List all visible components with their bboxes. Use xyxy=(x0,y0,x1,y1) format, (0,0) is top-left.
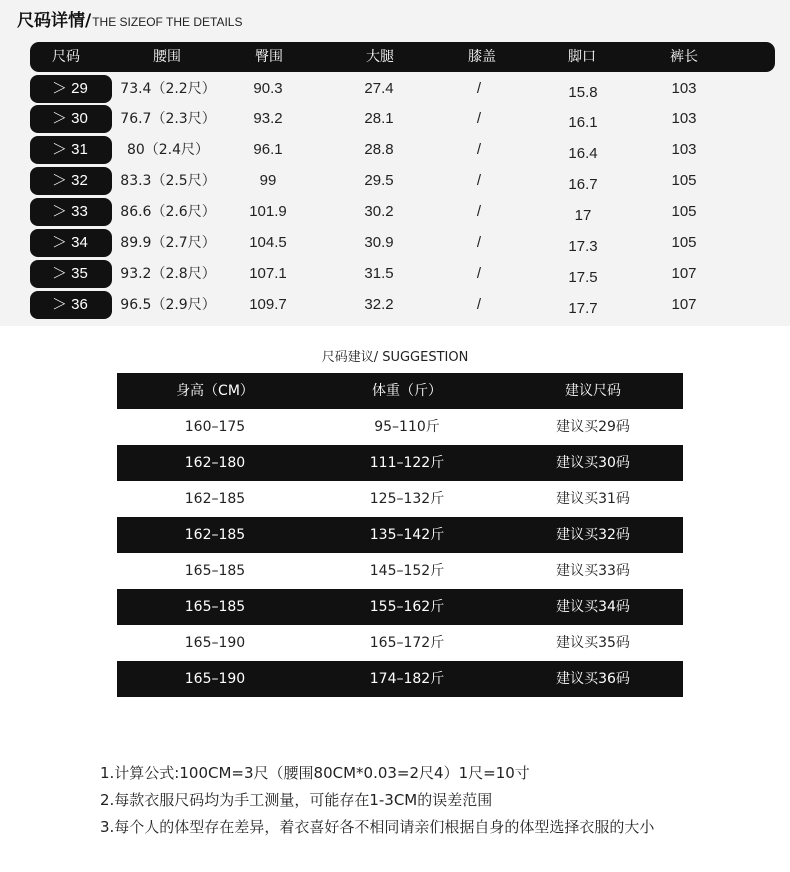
cell-weight: 135–142斤 xyxy=(369,527,445,543)
cell-knee: / xyxy=(476,265,482,282)
header-weight: 体重（斤） xyxy=(372,383,442,399)
cell-hem: 17.7 xyxy=(568,300,598,317)
cell-thigh: 29.5 xyxy=(364,172,394,189)
cell-hip: 101.9 xyxy=(249,203,287,220)
cell-advice: 建议买36码 xyxy=(556,671,630,687)
size-details-section xyxy=(0,0,790,326)
note-item: 2.每款衣服尺码均为手工测量，可能存在1-3CM的误差范围 xyxy=(100,791,493,809)
cell-knee: / xyxy=(476,203,482,220)
suggestion-row xyxy=(117,481,683,517)
cell-weight: 125–132斤 xyxy=(369,491,445,507)
cell-height: 165–190 xyxy=(184,635,246,651)
header-knee: 膝盖 xyxy=(468,49,496,65)
cell-advice: 建议买33码 xyxy=(556,563,630,579)
size-row xyxy=(0,136,790,164)
cell-hem: 16.7 xyxy=(568,176,598,193)
cell-waist: 86.6（2.6尺） xyxy=(120,204,216,220)
cell-thigh: 30.9 xyxy=(364,234,394,251)
page-title xyxy=(17,6,242,30)
cell-thigh: 27.4 xyxy=(364,80,394,97)
cell-hip: 99 xyxy=(259,172,277,189)
cell-waist: 73.4（2.2尺） xyxy=(120,81,216,97)
cell-hem: 17.5 xyxy=(568,269,598,286)
cell-hip: 90.3 xyxy=(253,80,283,97)
cell-weight: 165–172斤 xyxy=(369,635,445,651)
cell-thigh: 28.1 xyxy=(364,110,394,127)
suggestion-row xyxy=(117,445,683,481)
cell-length: 105 xyxy=(671,172,697,189)
cell-length: 107 xyxy=(671,265,697,282)
size-row xyxy=(0,198,790,226)
cell-thigh: 31.5 xyxy=(364,265,394,282)
cell-hip: 104.5 xyxy=(249,234,287,251)
cell-length: 103 xyxy=(671,141,697,158)
size-label: ＞ 30 xyxy=(30,105,112,133)
size-table-header xyxy=(30,42,775,72)
size-label: ＞ 31 xyxy=(30,136,112,164)
cell-weight: 145–152斤 xyxy=(369,563,445,579)
cell-height: 162–185 xyxy=(184,527,246,543)
header-hip: 臀围 xyxy=(255,49,283,65)
cell-length: 105 xyxy=(671,203,697,220)
header-height: 身高（CM） xyxy=(176,383,254,399)
cell-hem: 17 xyxy=(574,207,592,224)
cell-height: 165–190 xyxy=(184,671,246,687)
cell-waist: 93.2（2.8尺） xyxy=(120,266,216,282)
cell-advice: 建议买34码 xyxy=(556,599,630,615)
note-item: 1.计算公式:100CM=3尺（腰围80CM*0.03=2尺4）1尺=10寸 xyxy=(100,764,530,782)
cell-thigh: 28.8 xyxy=(364,141,394,158)
cell-knee: / xyxy=(476,110,482,127)
cell-advice: 建议买35码 xyxy=(556,635,630,651)
cell-waist: 76.7（2.3尺） xyxy=(120,111,216,127)
header-thigh: 大腿 xyxy=(366,49,394,65)
header-waist: 腰围 xyxy=(153,49,181,65)
size-row xyxy=(0,75,790,103)
header-hem: 脚口 xyxy=(568,49,596,65)
size-row xyxy=(0,167,790,195)
cell-advice: 建议买29码 xyxy=(556,419,630,435)
cell-knee: / xyxy=(476,234,482,251)
cell-hem: 16.4 xyxy=(568,145,598,162)
size-row xyxy=(0,105,790,133)
cell-hem: 15.8 xyxy=(568,84,598,101)
cell-hip: 107.1 xyxy=(249,265,287,282)
size-label: ＞ 29 xyxy=(30,75,112,103)
cell-knee: / xyxy=(476,172,482,189)
suggestion-row xyxy=(117,589,683,625)
cell-waist: 89.9（2.7尺） xyxy=(120,235,216,251)
cell-hip: 109.7 xyxy=(249,296,287,313)
suggestion-header-row xyxy=(117,373,683,409)
suggestion-row xyxy=(117,517,683,553)
cell-length: 103 xyxy=(671,80,697,97)
cell-advice: 建议买30码 xyxy=(556,455,630,471)
cell-waist: 96.5（2.9尺） xyxy=(120,297,216,313)
cell-height: 165–185 xyxy=(184,599,246,615)
cell-hem: 16.1 xyxy=(568,114,598,131)
size-row xyxy=(0,260,790,288)
suggestion-table xyxy=(117,373,683,697)
cell-hip: 93.2 xyxy=(253,110,283,127)
size-label: ＞ 33 xyxy=(30,198,112,226)
cell-length: 105 xyxy=(671,234,697,251)
cell-thigh: 32.2 xyxy=(364,296,394,313)
cell-waist: 80（2.4尺） xyxy=(126,142,210,158)
note-item: 3.每个人的体型存在差异，着衣喜好各不相同请亲们根据自身的体型选择衣服的大小 xyxy=(100,818,655,836)
title-en: THE SIZEOF THE DETAILS xyxy=(92,15,243,29)
cell-height: 162–185 xyxy=(184,491,246,507)
cell-height: 162–180 xyxy=(184,455,246,471)
cell-advice: 建议买31码 xyxy=(556,491,630,507)
size-label: ＞ 32 xyxy=(30,167,112,195)
suggestion-row xyxy=(117,409,683,445)
suggestion-table-body xyxy=(117,409,683,697)
cell-height: 160–175 xyxy=(184,419,246,435)
cell-weight: 155–162斤 xyxy=(369,599,445,615)
size-label: ＞ 36 xyxy=(30,291,112,319)
cell-weight: 174–182斤 xyxy=(369,671,445,687)
cell-waist: 83.3（2.5尺） xyxy=(120,173,216,189)
cell-knee: / xyxy=(476,296,482,313)
suggestion-row xyxy=(117,661,683,697)
cell-thigh: 30.2 xyxy=(364,203,394,220)
size-label: ＞ 34 xyxy=(30,229,112,257)
header-length: 裤长 xyxy=(670,49,698,65)
cell-knee: / xyxy=(476,141,482,158)
suggestion-row xyxy=(117,553,683,589)
cell-length: 103 xyxy=(671,110,697,127)
notes-list xyxy=(100,762,654,843)
suggestion-title: 尺码建议/ SUGGESTION xyxy=(321,350,469,365)
cell-weight: 95–110斤 xyxy=(374,419,440,435)
cell-hip: 96.1 xyxy=(253,141,283,158)
cell-knee: / xyxy=(476,80,482,97)
size-row xyxy=(0,229,790,257)
size-label: ＞ 35 xyxy=(30,260,112,288)
cell-length: 107 xyxy=(671,296,697,313)
size-row xyxy=(0,291,790,319)
suggestion-row xyxy=(117,625,683,661)
header-advice: 建议尺码 xyxy=(565,383,621,399)
cell-advice: 建议买32码 xyxy=(556,527,630,543)
cell-weight: 111–122斤 xyxy=(369,455,445,471)
cell-hem: 17.3 xyxy=(568,238,598,255)
title-cn: 尺码详情/ xyxy=(17,11,92,31)
cell-height: 165–185 xyxy=(184,563,246,579)
header-size: 尺码 xyxy=(52,49,80,65)
